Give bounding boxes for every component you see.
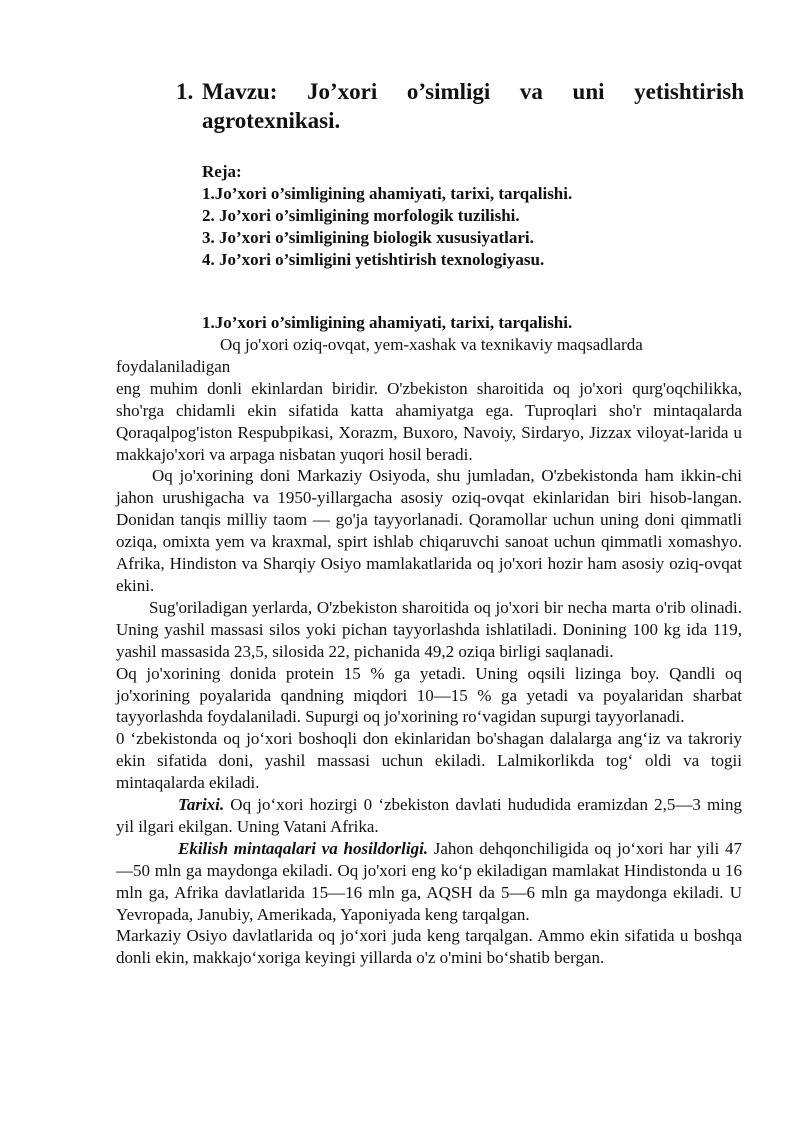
plan-heading: Reja: <box>202 162 242 181</box>
title-line-2: agrotexnikasi. <box>202 108 341 133</box>
plan-item-2: 2. Jo’xori o’simligining morfologik tuzilishi. <box>202 206 520 225</box>
title-number: 1. <box>176 79 194 104</box>
paragraph-3: Sug'oriladigan yerlarda, O'zbekiston sharoitida oq jo'xori bir necha marta o'rib olinadi. Uning yashil massasi silos yoki pichan tayyorlashda ishlatiladi. Donining 100 kg ida 119, yashil massasida 23,5, silosida 22, pichanida 49,2 oziqa birligi saqlanadi. <box>116 597 742 661</box>
title-line-1: Mavzu: Jo’xori o’simligi va uni yetishtirish <box>202 79 744 104</box>
plan-item-3: 3. Jo’xori o’simligining biologik xususiyatlari. <box>202 228 534 247</box>
paragraph-4: Oq jo'xorining donida protein 15 % ga yetadi. Uning oqsili lizinga boy. Qandli oq jo'xorining poyalarida qandning miqdori 10—15 % ga yetadi va poyalaridan sharbat tayyorlashda foydalaniladi. Supurgi oq jo'xorining ro‘vagidan supurgi tayyorlanadi. <box>116 663 742 727</box>
paragraph-1-first-line: Oq jo'xori oziq-ovqat, yem-xashak va texnikaviy maqsadlarda foydalaniladigan <box>116 335 643 376</box>
plan-item-1: 1.Jo’xori o’simligining ahamiyati, tarixi, tarqalishi. <box>202 184 573 203</box>
plan-block <box>202 161 572 271</box>
regions-label: Ekilish mintaqalari va hosildorligi. <box>178 838 429 858</box>
plan-item-4: 4. Jo’xori o’simligini yetishtirish texnologiyasu. <box>202 250 545 269</box>
paragraph-2: Oq jo'xorining doni Markaziy Osiyoda, shu jumladan, O'zbekistonda ham ikkin-chi jahon urushigacha va 1950-yillargacha asosiy oziq-ovqat ekinlaridan biri hisob-langan. Donidan tanqis milliy taom — go'ja tayyorlanadi. Qoramollar uchun uning doni qimmatli oziqa, omixta yem va kraxmal, spirt ishlab chiqaruvchi sanoat uchun qimmatli xomashyo. Afrika, Hindiston va Sharqiy Osiyo mamlakatlarida oq jo'xori hozir ham asosiy oziq-ovqat ekini. <box>116 466 742 595</box>
paragraph-6 <box>116 794 742 838</box>
history-text: Oq jo‘xori hozirgi 0 ‘zbekiston davlati hududida eramizdan 2,5—3 ming yil ilgari ekilgan. Uning Vatani Afrika. <box>116 795 742 836</box>
regions-text: Jahon dehqonchiligida oq jo‘xori har yili 47—50 mln ga maydonga ekiladi. Oq jo'xori eng ko‘p ekiladigan mamlakat Hindistonda u 16 mln ga, Afrika davlatlarida 15—16 mln ga, AQSH da 5—6 mln ga maydonga ekiladi. U Yevropada, Janubiy, Amerikada, Yaponiyada keng tarqalgan. <box>116 838 742 924</box>
paragraph-8: Markaziy Osiyo davlatlarida oq jo‘xori juda keng tarqalgan. Ammo ekin sifatida u boshqa donli ekin, makkajo‘xoriga keyingi yillarda o'z o'mini bo‘shatib bergan. <box>116 926 742 968</box>
section-heading: 1.Jo’xori o’simligining ahamiyati, tarixi, tarqalishi. <box>202 313 573 332</box>
paragraph-7 <box>116 838 742 926</box>
body-text <box>116 334 742 969</box>
history-label: Tarixi. <box>178 795 225 815</box>
paragraph-5: 0 ‘zbekistonda oq jo‘xori boshoqli don ekinlaridan bo'shagan dalalarga ang‘iz va takroriy ekin sifatida doni, yashil massasi uchun ekiladi. Lalmikorlikda tog‘ oldi va togii mintaqalarda ekiladi. <box>116 729 742 793</box>
paragraph-1: eng muhim donli ekinlardan biridir. O'zbekiston sharoitida oq jo'xori qurg'oqchilikka, sho'rga chidamli ekin sifatida katta ahamiyatga ega. Tuproqlari sho'r mintaqalarda Qoraqalpog'iston Respubpikasi, Xorazm, Buxoro, Navoiy, Sirdaryo, Jizzax viloyat-larida u makkajo'xori va arpaga nisbatan yuqori hosil beradi. <box>116 378 742 464</box>
